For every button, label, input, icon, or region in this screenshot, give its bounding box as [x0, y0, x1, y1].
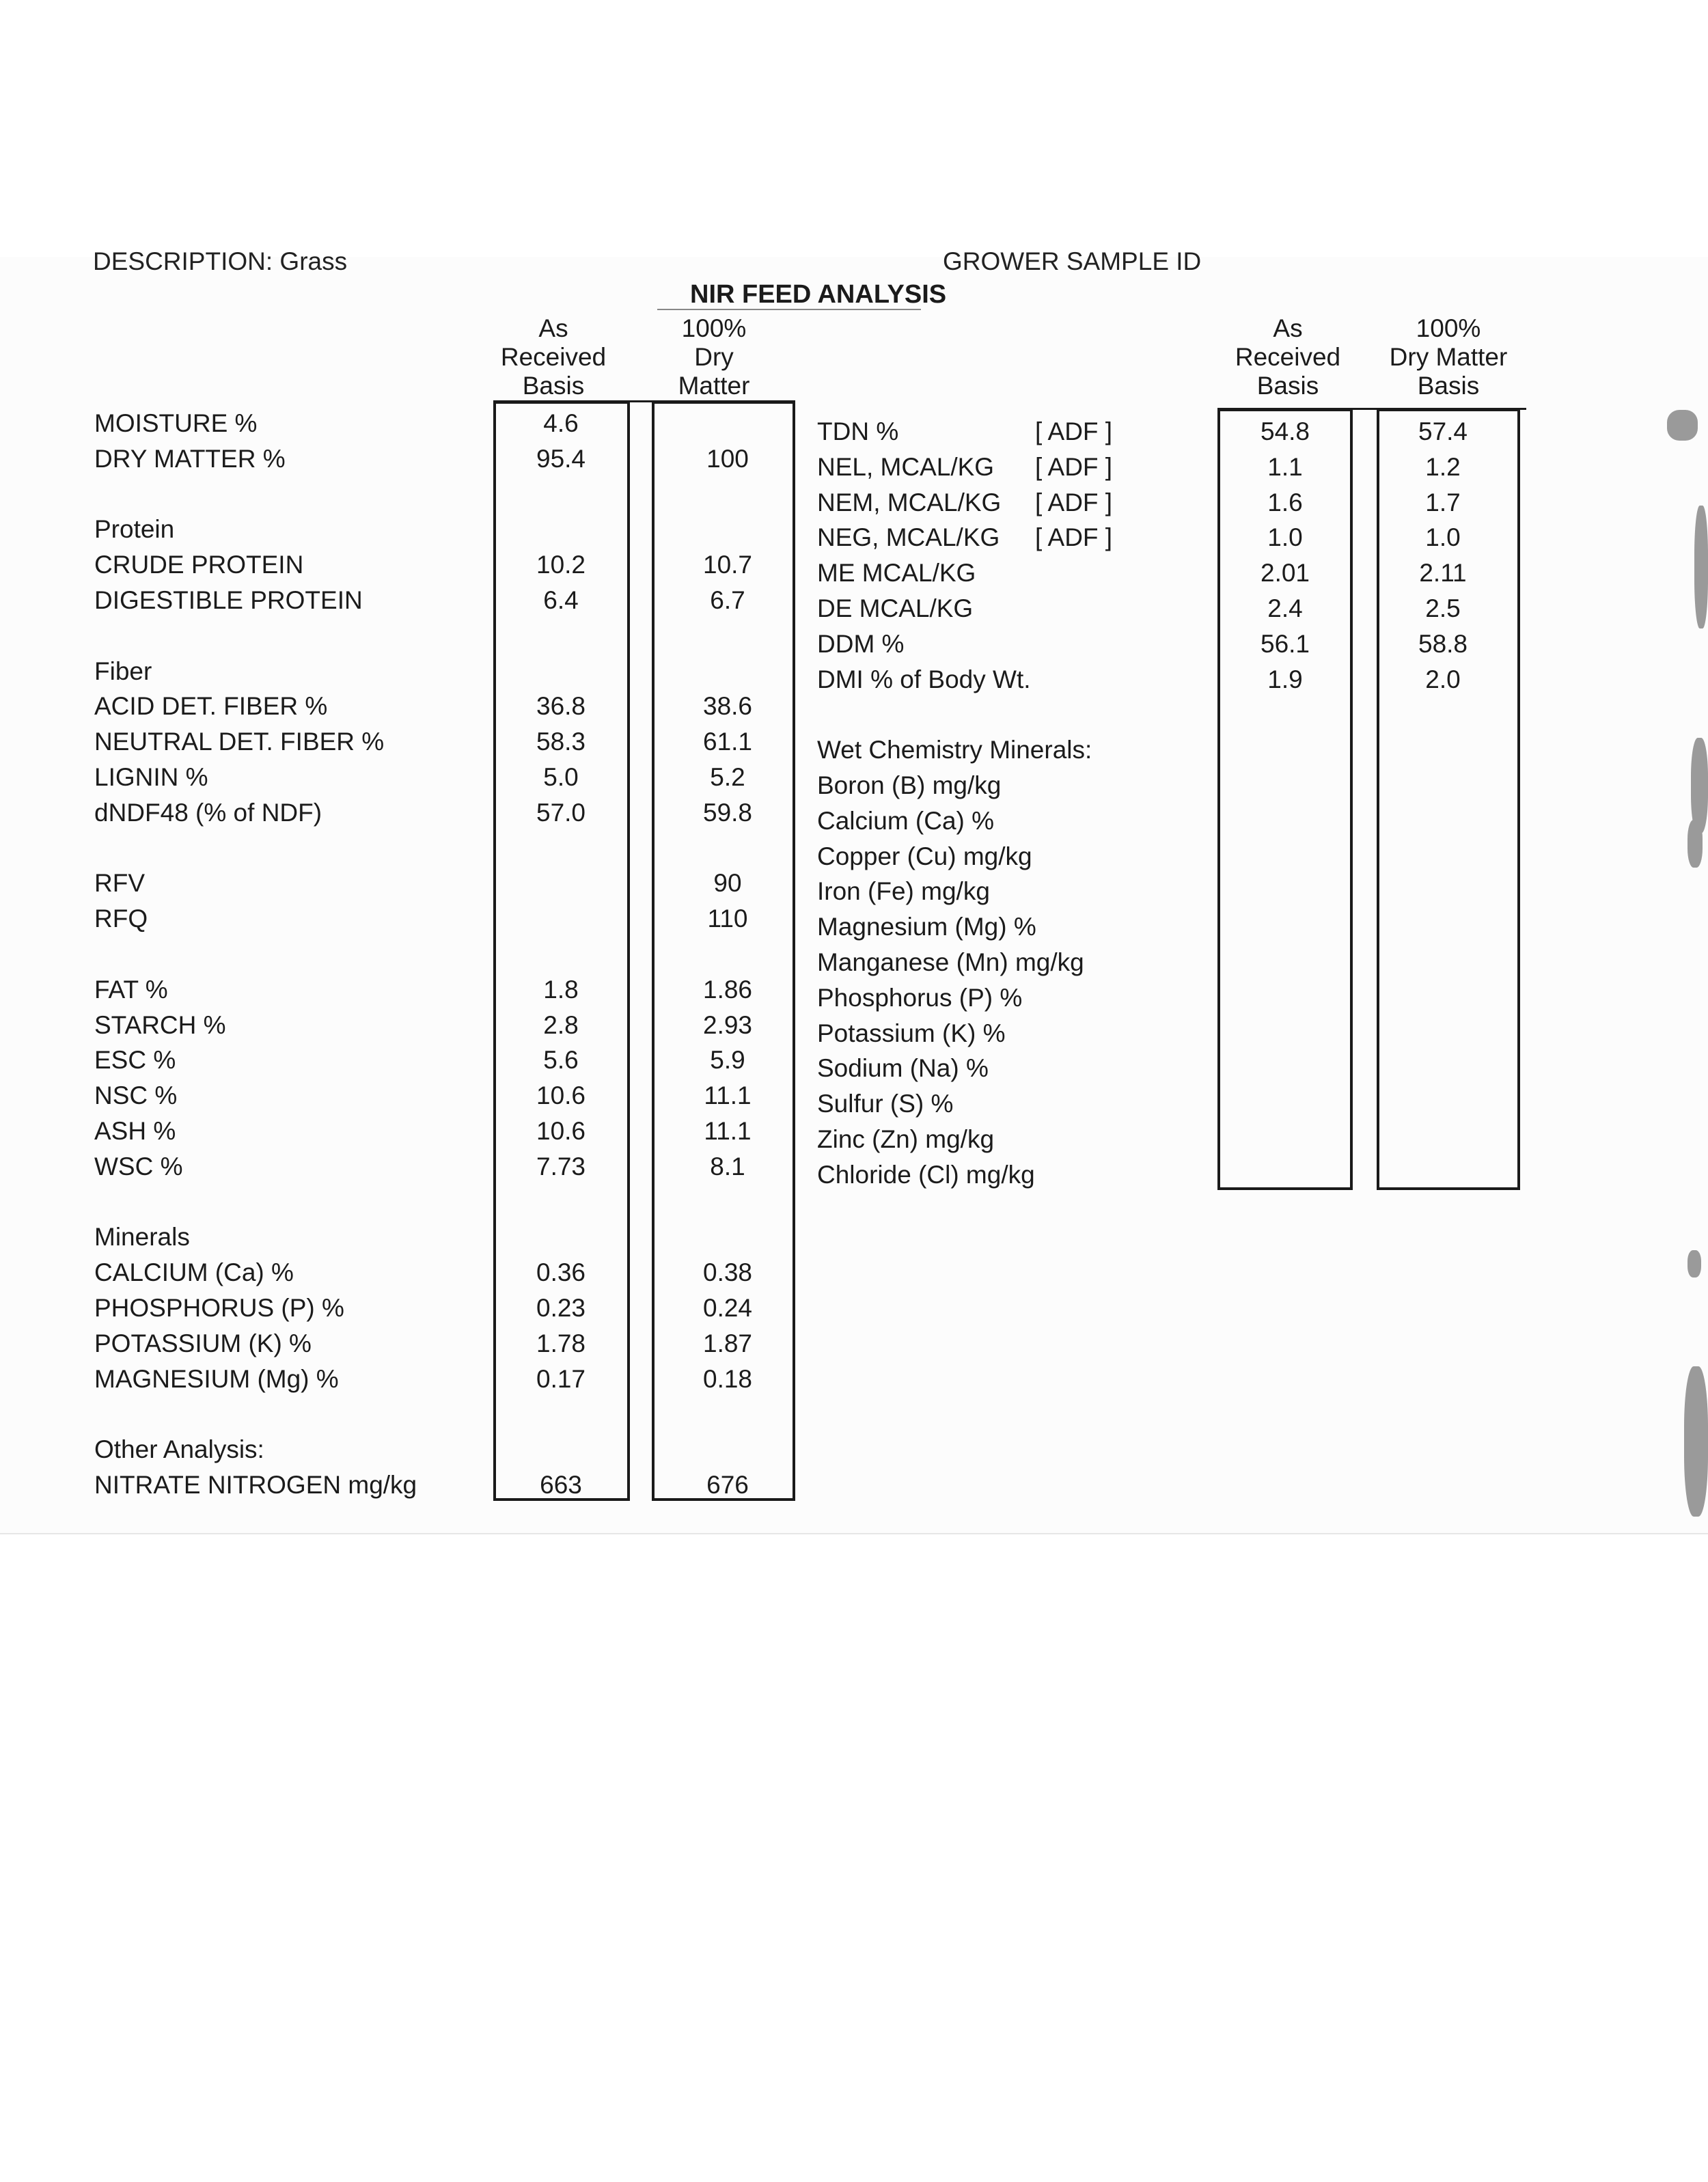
right-row-label: Calcium (Ca) % — [817, 806, 995, 835]
left-row-dry-matter: 100 — [706, 444, 749, 473]
left-row-label: Protein — [94, 515, 175, 544]
right-row-label: Magnesium (Mg) % — [817, 913, 1036, 941]
left-row-label: Fiber — [94, 657, 152, 685]
title-underline — [657, 309, 921, 310]
right-row-dry-matter: 2.5 — [1425, 594, 1461, 622]
left-row-as-received: 5.6 — [543, 1046, 579, 1075]
right-header-dry-matter: 100% Dry Matter Basis — [1389, 314, 1508, 400]
cut-off-grower-id — [943, 251, 1201, 258]
left-row-label: ACID DET. FIBER % — [94, 692, 328, 721]
scan-speck — [1688, 820, 1703, 868]
left-header-as-received: As Received Basis — [500, 314, 607, 400]
right-row-as-received: 54.8 — [1260, 417, 1310, 445]
right-row-label: Wet Chemistry Minerals: — [817, 736, 1092, 764]
right-row-as-received: 1.1 — [1267, 452, 1303, 481]
left-row-as-received: 57.0 — [536, 798, 586, 827]
left-row-label: LIGNIN % — [94, 763, 208, 791]
left-row-label: DIGESTIBLE PROTEIN — [94, 586, 363, 614]
left-row-dry-matter: 5.2 — [710, 763, 745, 791]
left-row-as-received: 36.8 — [536, 692, 586, 721]
left-row-dry-matter: 110 — [707, 904, 748, 933]
right-row-label: Chloride (Cl) mg/kg — [817, 1160, 1035, 1189]
right-row-label: ME MCAL/KG — [817, 559, 976, 588]
left-row-as-received: 5.0 — [543, 763, 579, 791]
left-row-as-received: 0.23 — [536, 1294, 586, 1322]
left-row-label: RFQ — [94, 904, 148, 933]
left-row-dry-matter: 38.6 — [702, 692, 753, 721]
right-row-dry-matter: 1.7 — [1425, 488, 1461, 516]
left-row-dry-matter: 0.18 — [702, 1364, 753, 1393]
right-row-label: Iron (Fe) mg/kg — [817, 877, 990, 906]
left-row-label: RFV — [94, 869, 145, 898]
right-row-method: [ ADF ] — [1035, 452, 1113, 481]
left-row-dry-matter: 61.1 — [702, 728, 753, 756]
left-row-dry-matter: 1.87 — [702, 1329, 753, 1357]
left-row-as-received: 10.6 — [536, 1117, 586, 1145]
left-row-dry-matter: 10.7 — [702, 551, 753, 579]
left-row-as-received: 1.8 — [543, 975, 579, 1004]
right-row-label: TDN % — [817, 417, 899, 445]
left-row-as-received: 10.2 — [536, 551, 586, 579]
left-row-as-received: 58.3 — [536, 728, 586, 756]
left-row-dry-matter: 59.8 — [702, 798, 753, 827]
left-row-as-received: 6.4 — [543, 586, 579, 614]
left-row-label: NITRATE NITROGEN mg/kg — [94, 1471, 417, 1499]
right-row-label: NEG, MCAL/KG — [817, 523, 1000, 552]
left-row-dry-matter: 8.1 — [710, 1152, 745, 1180]
left-row-label: Minerals — [94, 1223, 190, 1252]
scan-speck — [1694, 506, 1708, 629]
right-header-rule — [1217, 408, 1526, 410]
left-row-dry-matter: 11.1 — [704, 1117, 752, 1145]
left-row-dry-matter: 90 — [713, 869, 742, 898]
left-row-label: ESC % — [94, 1046, 176, 1075]
left-row-as-received: 2.8 — [543, 1010, 579, 1039]
scan-speck — [1688, 1250, 1701, 1278]
left-row-as-received: 7.73 — [536, 1152, 586, 1180]
scan-edge — [0, 1533, 1708, 1534]
left-row-as-received: 1.78 — [536, 1329, 586, 1357]
left-row-label: ASH % — [94, 1117, 176, 1145]
right-row-label: DE MCAL/KG — [817, 594, 974, 622]
right-row-method: [ ADF ] — [1035, 523, 1113, 552]
right-row-label: Sulfur (S) % — [817, 1090, 954, 1118]
right-row-label: Zinc (Zn) mg/kg — [817, 1125, 995, 1153]
right-row-label: DDM % — [817, 629, 905, 658]
left-row-dry-matter: 2.93 — [702, 1010, 753, 1039]
right-row-label: Phosphorus (P) % — [817, 983, 1023, 1012]
left-row-label: dNDF48 (% of NDF) — [94, 798, 322, 827]
left-row-dry-matter: 6.7 — [710, 586, 745, 614]
left-row-label: CRUDE PROTEIN — [94, 551, 304, 579]
right-row-label: Sodium (Na) % — [817, 1054, 989, 1083]
left-row-dry-matter: 1.86 — [702, 975, 753, 1004]
right-row-label: NEM, MCAL/KG — [817, 488, 1002, 516]
right-row-label: Potassium (K) % — [817, 1019, 1006, 1047]
left-row-label: Other Analysis: — [94, 1435, 264, 1464]
left-row-label: NSC % — [94, 1081, 178, 1110]
scan-speck — [1667, 410, 1698, 441]
scan-speck — [1691, 738, 1708, 833]
right-row-as-received: 1.0 — [1267, 523, 1303, 552]
left-row-as-received: 10.6 — [536, 1081, 586, 1110]
left-row-as-received: 4.6 — [543, 409, 579, 437]
left-row-label: STARCH % — [94, 1010, 226, 1039]
left-row-dry-matter: 676 — [706, 1471, 749, 1499]
left-row-label: FAT % — [94, 975, 168, 1004]
right-row-as-received: 2.01 — [1260, 559, 1310, 588]
right-row-as-received: 56.1 — [1260, 629, 1310, 658]
left-row-as-received: 663 — [540, 1471, 582, 1499]
right-row-label: NEL, MCAL/KG — [817, 452, 995, 481]
right-row-dry-matter: 2.0 — [1425, 665, 1461, 693]
right-row-method: [ ADF ] — [1035, 417, 1113, 445]
left-row-label: WSC % — [94, 1152, 183, 1180]
left-header-dry-matter: 100% Dry Matter — [678, 314, 750, 400]
right-row-label: Copper (Cu) mg/kg — [817, 842, 1032, 870]
right-row-as-received: 1.9 — [1267, 665, 1303, 693]
left-row-label: MOISTURE % — [94, 409, 258, 437]
left-row-as-received: 0.36 — [536, 1258, 586, 1287]
right-row-dry-matter: 1.0 — [1425, 523, 1461, 552]
left-row-as-received: 95.4 — [536, 444, 586, 473]
report-title: NIR FEED ANALYSIS — [690, 280, 947, 309]
left-header-rule — [493, 400, 795, 402]
right-row-as-received: 1.6 — [1267, 488, 1303, 516]
left-row-label: CALCIUM (Ca) % — [94, 1258, 294, 1287]
left-row-label: NEUTRAL DET. FIBER % — [94, 728, 385, 756]
cut-off-description — [93, 251, 347, 258]
right-row-label: DMI % of Body Wt. — [817, 665, 1031, 693]
left-row-as-received: 0.17 — [536, 1364, 586, 1393]
left-row-label: DRY MATTER % — [94, 444, 286, 473]
right-row-dry-matter: 58.8 — [1418, 629, 1468, 658]
right-row-method: [ ADF ] — [1035, 488, 1113, 516]
left-row-dry-matter: 5.9 — [710, 1046, 745, 1075]
left-row-dry-matter: 0.38 — [702, 1258, 753, 1287]
left-row-dry-matter: 11.1 — [704, 1081, 752, 1110]
left-row-label: PHOSPHORUS (P) % — [94, 1294, 344, 1322]
right-header-as-received: As Received Basis — [1235, 314, 1341, 400]
right-row-as-received: 2.4 — [1267, 594, 1303, 622]
right-row-dry-matter: 2.11 — [1419, 559, 1467, 588]
right-row-dry-matter: 1.2 — [1425, 452, 1461, 481]
right-row-label: Manganese (Mn) mg/kg — [817, 948, 1084, 976]
right-row-dry-matter: 57.4 — [1418, 417, 1468, 445]
left-row-label: POTASSIUM (K) % — [94, 1329, 312, 1357]
left-row-label: MAGNESIUM (Mg) % — [94, 1364, 339, 1393]
left-row-dry-matter: 0.24 — [702, 1294, 753, 1322]
right-row-label: Boron (B) mg/kg — [817, 771, 1002, 799]
scan-speck — [1684, 1366, 1708, 1517]
